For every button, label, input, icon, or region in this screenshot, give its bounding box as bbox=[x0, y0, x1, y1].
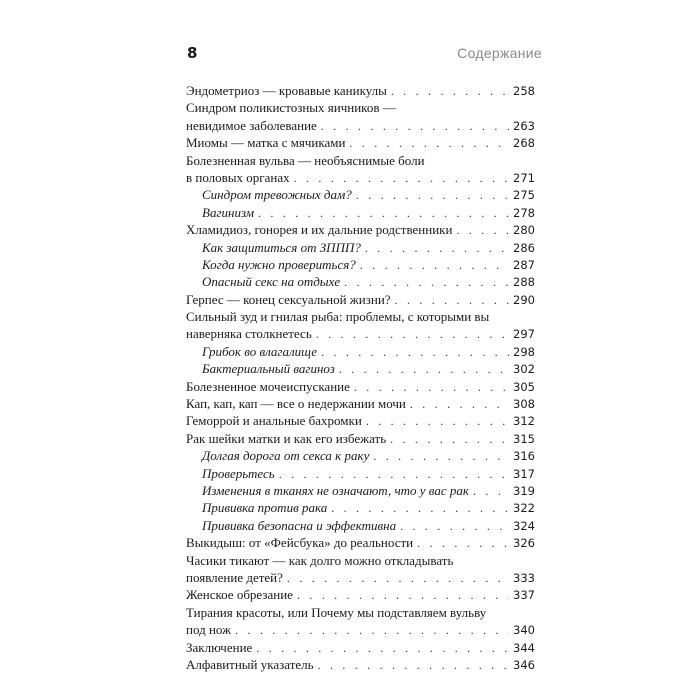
toc-entry-title: Опасный секс на отдыхе bbox=[202, 274, 341, 290]
toc-entry bbox=[186, 134, 535, 151]
toc-entry-title: Женское обрезание bbox=[186, 587, 293, 603]
dot-leader bbox=[321, 344, 509, 361]
toc-entry-title: в половых органах bbox=[186, 169, 290, 185]
dot-leader bbox=[400, 518, 509, 535]
toc-entry-title: Эндометриоз — кровавые каникулы bbox=[186, 83, 387, 98]
toc-page-number: 312 bbox=[513, 414, 535, 429]
toc-subentry bbox=[186, 343, 535, 360]
dot-leader bbox=[456, 222, 509, 239]
toc-entry-title: Синдром поликистозных яичников — bbox=[186, 100, 396, 116]
toc-entry bbox=[186, 378, 535, 395]
toc-entry-title: Герпес — конец сексуальной жизни? bbox=[186, 291, 391, 307]
toc-entry-title: Выкидыш: от «Фейсбука» до реальности bbox=[186, 535, 414, 551]
toc-subentry bbox=[186, 256, 535, 273]
toc-entry-title: Сильный зуд и гнилая рыба: проблемы, с которыми вы bbox=[186, 309, 490, 325]
toc-page-number: 308 bbox=[513, 397, 535, 412]
toc-entry-title: Алфавитный указатель bbox=[186, 656, 314, 672]
toc-entry bbox=[186, 621, 535, 638]
toc-page-number: 346 bbox=[513, 657, 535, 672]
dot-leader bbox=[360, 257, 509, 274]
toc-page-number: 333 bbox=[513, 570, 535, 585]
toc-page-number: 305 bbox=[513, 379, 535, 394]
toc-page-number: 288 bbox=[513, 275, 535, 290]
dot-leader bbox=[473, 483, 509, 500]
toc-page-number: 275 bbox=[513, 188, 535, 203]
toc-entry bbox=[186, 656, 535, 673]
dot-leader bbox=[365, 240, 509, 257]
toc-entry-title: невидимое заболевание bbox=[186, 117, 317, 133]
toc-entry-title: Изменения в тканях не означают, что у вас рак bbox=[202, 482, 469, 498]
toc-entry bbox=[186, 117, 535, 134]
toc-entry bbox=[186, 308, 535, 325]
toc-entry-title: наверняка столкнетесь bbox=[186, 326, 312, 342]
toc-subentry bbox=[186, 499, 535, 516]
toc-page-number: 258 bbox=[513, 84, 535, 98]
toc-page-number: 319 bbox=[513, 483, 535, 498]
toc-page-number: 326 bbox=[513, 536, 535, 551]
toc-entry bbox=[186, 221, 535, 238]
toc-subentry bbox=[186, 517, 535, 534]
toc-page-number: 316 bbox=[513, 449, 535, 464]
toc-page-number: 297 bbox=[513, 327, 535, 342]
dot-leader bbox=[258, 205, 509, 222]
toc-entry-title: Болезненное мочеиспускание bbox=[186, 378, 350, 394]
toc-entry bbox=[186, 325, 535, 342]
toc-entry-title: Когда нужно провериться? bbox=[202, 256, 356, 272]
toc-entry bbox=[186, 552, 535, 569]
dot-leader bbox=[279, 466, 509, 483]
toc-entry-title: Долгая дорога от секса к раку bbox=[202, 448, 370, 464]
dot-leader bbox=[356, 187, 509, 204]
toc-entry-title: Хламидиоз, гонорея и их дальние родственники bbox=[186, 222, 453, 238]
toc-page-number: 344 bbox=[513, 640, 535, 655]
dot-leader bbox=[395, 292, 510, 309]
dot-leader bbox=[297, 587, 509, 604]
toc-entry-title: Тирания красоты, или Почему мы подставляем вульву bbox=[186, 604, 487, 620]
toc-entry bbox=[186, 169, 535, 186]
toc-entry-title: под нож bbox=[186, 622, 232, 638]
toc-page-number: 263 bbox=[513, 118, 535, 133]
toc-subentry bbox=[186, 186, 535, 203]
toc-subentry bbox=[186, 360, 535, 377]
toc-entry-title: Геморрой и анальные бахромки bbox=[186, 413, 362, 429]
dot-leader bbox=[316, 326, 509, 343]
dot-leader bbox=[410, 396, 509, 413]
toc-page-number: 271 bbox=[513, 170, 535, 185]
dot-leader bbox=[344, 274, 509, 291]
toc-page-number: 340 bbox=[513, 623, 535, 638]
toc-page-number: 298 bbox=[513, 344, 535, 359]
toc-page-number: 337 bbox=[513, 588, 535, 603]
toc-entry-title: Прививка безопасна и эффективна bbox=[202, 517, 397, 533]
dot-leader bbox=[331, 500, 509, 517]
toc-subentry bbox=[186, 239, 535, 256]
toc-entry-title: Грибок во влагалище bbox=[202, 343, 318, 359]
toc-page-number: 280 bbox=[513, 223, 535, 238]
toc-page-number: 268 bbox=[513, 136, 535, 151]
dot-leader bbox=[391, 83, 509, 100]
dot-leader bbox=[390, 431, 509, 448]
dot-leader bbox=[256, 640, 509, 657]
toc-page-number: 286 bbox=[513, 240, 535, 255]
dot-leader bbox=[321, 118, 509, 135]
toc-entry bbox=[186, 395, 535, 412]
toc-subentry bbox=[186, 465, 535, 482]
toc-entry bbox=[186, 412, 535, 429]
toc-entry bbox=[186, 291, 535, 308]
dot-leader bbox=[339, 361, 509, 378]
toc-entry bbox=[186, 639, 535, 656]
dot-leader bbox=[235, 622, 509, 639]
toc-entry bbox=[186, 152, 535, 169]
toc-entry bbox=[186, 604, 535, 621]
dot-leader bbox=[417, 535, 509, 552]
table-of-contents bbox=[186, 82, 535, 673]
dot-leader bbox=[366, 413, 509, 430]
dot-leader bbox=[373, 448, 509, 465]
toc-page-number: 302 bbox=[513, 362, 535, 377]
toc-entry-title: появление детей? bbox=[186, 569, 283, 585]
toc-entry bbox=[186, 569, 535, 586]
toc-entry-title: Миомы — матка с мячиками bbox=[186, 135, 346, 151]
toc-subentry bbox=[186, 482, 535, 499]
toc-page-number: 315 bbox=[513, 431, 535, 446]
dot-leader bbox=[354, 379, 509, 396]
toc-entry-title: Кап, кап, кап — все о недержании мочи bbox=[186, 396, 406, 412]
dot-leader bbox=[294, 170, 509, 187]
dot-leader bbox=[318, 657, 509, 674]
toc-page-number: 324 bbox=[513, 518, 535, 533]
toc-entry-title: Рак шейки матки и как его избежать bbox=[186, 430, 387, 446]
toc-entry bbox=[186, 586, 535, 603]
toc-page-number: 290 bbox=[513, 292, 535, 307]
toc-subentry bbox=[186, 447, 535, 464]
toc-entry-title: Как защититься от ЗППП? bbox=[202, 239, 361, 255]
dot-leader bbox=[349, 135, 509, 152]
toc-entry-title: Заключение bbox=[186, 639, 253, 655]
toc-entry-title: Бактериальный вагиноз bbox=[202, 361, 335, 377]
toc-entry-title: Проверьтесь bbox=[202, 465, 275, 481]
toc-entry bbox=[186, 82, 535, 99]
toc-subentry bbox=[186, 273, 535, 290]
toc-page-number: 287 bbox=[513, 257, 535, 272]
toc-entry-title: Часики тикают — как долго можно откладывать bbox=[186, 552, 454, 568]
toc-page-number: 317 bbox=[513, 466, 535, 481]
toc-entry bbox=[186, 99, 535, 116]
toc-subentry bbox=[186, 204, 535, 221]
toc-entry-title: Прививка против рака bbox=[202, 500, 328, 516]
toc-entry-title: Вагинизм bbox=[202, 204, 255, 220]
page-number: 8 bbox=[187, 44, 198, 62]
toc-entry-title: Синдром тревожных дам? bbox=[202, 187, 352, 203]
toc-entry bbox=[186, 534, 535, 551]
running-head: Содержание bbox=[457, 45, 542, 61]
toc-entry bbox=[186, 430, 535, 447]
toc-page-number: 322 bbox=[513, 501, 535, 516]
toc-entry-title: Болезненная вульва — необъяснимые боли bbox=[186, 152, 425, 168]
toc-page-number: 278 bbox=[513, 205, 535, 220]
dot-leader bbox=[287, 570, 509, 587]
